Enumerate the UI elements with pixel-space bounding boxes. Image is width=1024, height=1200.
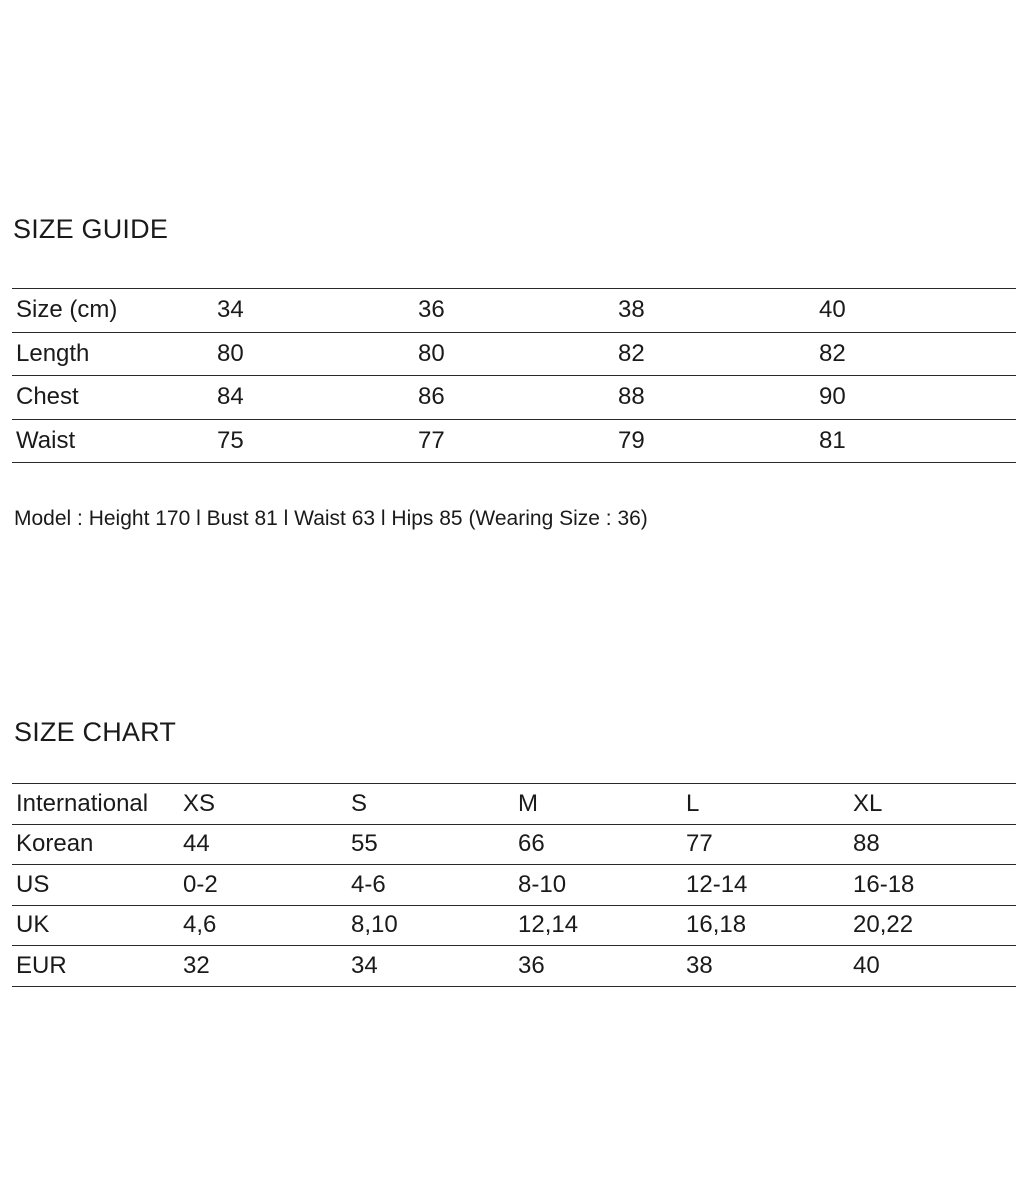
table-cell: 88 (614, 376, 815, 420)
table-cell: 16,18 (682, 905, 849, 946)
table-cell: S (347, 784, 514, 825)
table-cell: 20,22 (849, 905, 1016, 946)
table-row (12, 289, 1016, 333)
table-row (12, 905, 1016, 946)
table-cell: 4-6 (347, 865, 514, 906)
table-cell: 34 (347, 946, 514, 987)
table-cell: 40 (815, 289, 1016, 333)
table-cell: 0-2 (179, 865, 347, 906)
table-cell: 75 (213, 419, 414, 463)
table-cell: 82 (614, 332, 815, 376)
table-cell: 34 (213, 289, 414, 333)
table-cell: M (514, 784, 682, 825)
table-cell: 82 (815, 332, 1016, 376)
table-row (12, 419, 1016, 463)
table-cell: 8-10 (514, 865, 682, 906)
size-chart-table (12, 783, 1016, 987)
table-row (12, 332, 1016, 376)
table-row (12, 946, 1016, 987)
table-cell: 77 (682, 824, 849, 865)
row-label: International (12, 784, 179, 825)
row-label: Waist (12, 419, 213, 463)
table-cell: 80 (414, 332, 614, 376)
row-label: Korean (12, 824, 179, 865)
table-cell: 55 (347, 824, 514, 865)
table-cell: 44 (179, 824, 347, 865)
table-cell: 8,10 (347, 905, 514, 946)
table-cell: L (682, 784, 849, 825)
table-cell: 36 (514, 946, 682, 987)
table-cell: XS (179, 784, 347, 825)
table-cell: 66 (514, 824, 682, 865)
table-cell: 16-18 (849, 865, 1016, 906)
row-label: EUR (12, 946, 179, 987)
table-cell: 4,6 (179, 905, 347, 946)
table-cell: 12,14 (514, 905, 682, 946)
table-row (12, 865, 1016, 906)
table-row (12, 824, 1016, 865)
row-label: UK (12, 905, 179, 946)
size-guide-table (12, 288, 1016, 463)
table-cell: 38 (682, 946, 849, 987)
row-label: Size (cm) (12, 289, 213, 333)
row-label: Chest (12, 376, 213, 420)
row-label: Length (12, 332, 213, 376)
table-row (12, 376, 1016, 420)
table-cell: 12-14 (682, 865, 849, 906)
table-cell: 84 (213, 376, 414, 420)
table-cell: 86 (414, 376, 614, 420)
model-measurements-note: Model : Height 170 l Bust 81 l Waist 63 l Hips 85 (Wearing Size : 36) (14, 507, 648, 530)
table-cell: 32 (179, 946, 347, 987)
table-cell: 77 (414, 419, 614, 463)
table-cell: 88 (849, 824, 1016, 865)
table-cell: 90 (815, 376, 1016, 420)
size-guide-title: SIZE GUIDE (13, 214, 169, 244)
table-row (12, 784, 1016, 825)
size-chart-title: SIZE CHART (14, 717, 177, 747)
table-cell: 38 (614, 289, 815, 333)
table-cell: 79 (614, 419, 815, 463)
table-cell: 81 (815, 419, 1016, 463)
table-cell: 36 (414, 289, 614, 333)
row-label: US (12, 865, 179, 906)
table-cell: 80 (213, 332, 414, 376)
table-cell: XL (849, 784, 1016, 825)
table-cell: 40 (849, 946, 1016, 987)
